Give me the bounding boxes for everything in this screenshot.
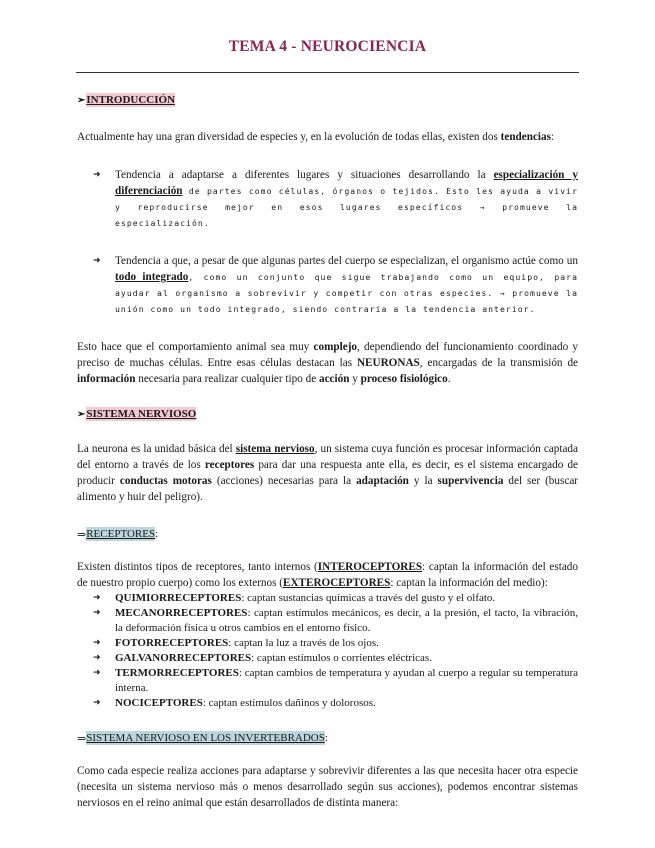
heading-label: INTRODUCCIÓN [86,94,176,106]
arrowhead-icon: ➢ [77,94,86,106]
list-item: ➜ FOTORRECEPTORES: captan la luz a través de los ojos. [93,637,379,649]
double-arrow-icon: ⇒ [77,528,87,541]
arrowhead-icon: ➢ [77,408,86,420]
list-item: ➜ TERMORRECEPTORES: captan cambios de temperatura y ayudan al cuerpo a regular su temperatura interna. [93,667,578,694]
heading-label: SISTEMA NERVIOSO EN LOS INVERTEBRADOS [86,732,325,744]
list-item: ➜ QUIMIORRECEPTORES: captan sustancias químicas a través del gusto y el olfato. [93,592,496,604]
arrow-bullet-icon: ➜ [93,256,101,266]
heading-introduccion [77,93,578,107]
heading-label: SISTEMA NERVIOSO [86,408,197,420]
list-item: ➜ MECANORRECEPTORES: captan estímulos mecánicos, es decir, a la presión, el tacto, la vibración, la deformación física u otros cambios en el entorno físico. [93,607,578,634]
arrow-bullet-icon: ➜ [93,668,101,678]
arrow-bullet-icon: ➜ [93,638,101,648]
arrow-bullet-icon: ➜ [93,608,101,618]
neuronas-paragraph: Esto hace que el comportamiento animal sea muy complejo, dependiendo del funcionamiento coordinado y preciso de muchas células. Entre esas células destacan las NEURONAS, encargadas de la transmisión de información necesaria para realizar cualquier tipo de acción y proceso fisiológico. [77,341,579,385]
arrow-bullet-icon: ➜ [93,170,101,180]
arrow-bullet-icon: ➜ [93,653,101,663]
arrow-bullet-icon: ➜ [93,698,101,708]
sistema-paragraph: La neurona es la unidad básica del sistema nervioso, un sistema cuya función es procesar información captada del entorno a través de los receptores para dar una respuesta ante ella, es decir, es el sistema encargado de producir conductas motoras (acciones) necesarias para la adaptación y la supervivencia del ser (buscar alimento y huir del peligro). [77,443,579,503]
list-item: ➜ Tendencia a que, a pesar de que algunas partes del cuerpo se especializan, el organismo actúe como un todo integrado, como un conjunto que sigue trabajando como un equipo, para ayudar al organismo a sobrevivir y competir con otras especies. → promueve la unión como un todo integrado, siendo contraria a la tendencia anterior. [93,255,579,314]
intro-paragraph: Actualmente hay una gran diversidad de especies y, en la evolución de todas ellas, existen dos tendencias: [77,131,555,143]
receptores-list [77,591,578,711]
title-divider [76,72,579,73]
receptores-paragraph: Existen distintos tipos de receptores, tanto internos (INTEROCEPTORES: captan la información del estado de nuestro propio cuerpo) como los externos (EXTEROCEPTORES: captan la información del medio): [77,561,578,589]
heading-label: RECEPTORES [86,528,156,540]
list-item: ➜ GALVANORRECEPTORES: captan estímulos o corrientes eléctricas. [93,652,432,664]
heading-invertebrados: ⇒ SISTEMA NERVIOSO EN LOS INVERTEBRADOS : [77,732,328,745]
list-item: ➜ Tendencia a adaptarse a diferentes lugares y situaciones desarrollando la especialización y diferenciación de partes como células, órganos o tejidos. Esto les ayuda a vivir y reproducirse mejor en esos lugares específicos → promueve la especialización. [93,169,578,228]
arrow-bullet-icon: ➜ [93,593,101,603]
heading-receptores: ⇒ RECEPTORES : [77,528,159,541]
heading-sistema-nervioso [77,407,578,421]
page-title: TEMA 4 - NEUROCIENCIA [228,38,427,55]
double-arrow-icon: ⇒ [77,732,87,745]
tendencias-list [77,167,578,317]
invertebrados-paragraph: Como cada especie realiza acciones para adaptarse y sobrevivir diferentes a las que necesita hacer otra especie (necesita un sistema nervioso más o menos desarrollado según sus acciones), podemos encontrar sistemas nerviosos en el reino animal que están desarrollados de distinta manera: [77,765,578,809]
list-item: ➜ NOCICEPTORES: captan estímulos dañinos y dolorosos. [93,697,376,709]
